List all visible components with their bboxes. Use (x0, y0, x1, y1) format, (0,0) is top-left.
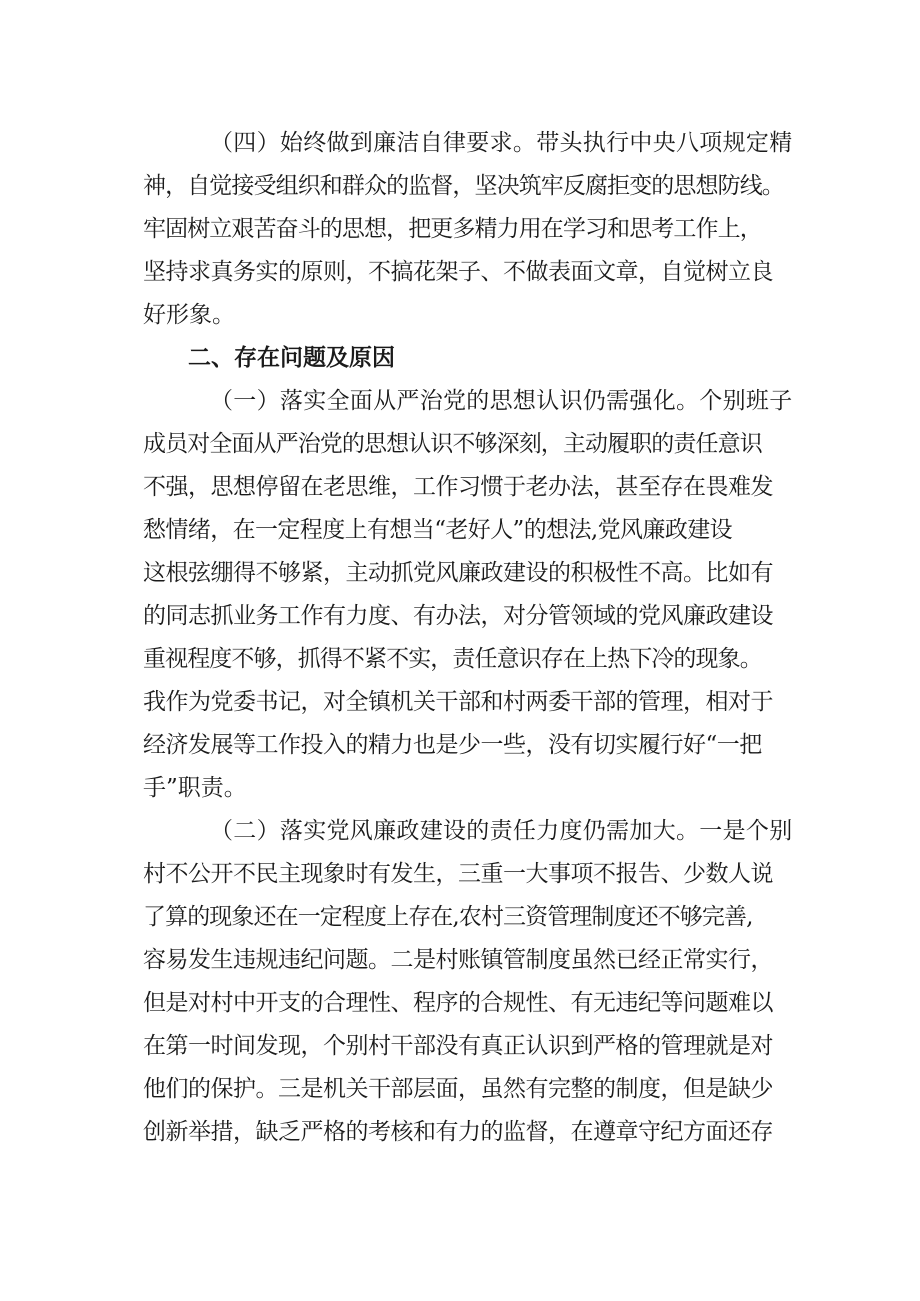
problem-2-line-2: 村不公开不民主现象时有发生，三重一大事项不报告、少数人说 (143, 861, 773, 887)
problem-1-line-4: 愁情绪，在一定程度上有想当“老好人”的想法,党风廉政建设 (143, 517, 733, 543)
problem-1-line-10: 手”职责。 (143, 775, 247, 801)
paragraph-4-line-2: 神，自觉接受组织和群众的监督，坚决筑牢反腐拒变的思想防线。 (143, 173, 784, 199)
problem-1-line-3: 不强，思想停留在老思维，工作习惯于老办法，甚至存在畏难发 (143, 474, 773, 500)
problem-2-line-7: 他们的保护。三是机关干部层面，虽然有完整的制度，但是缺少 (143, 1076, 773, 1102)
problem-2-line-4: 容易发生违规违纪问题。二是村账镇管制度虽然已经正常实行， (143, 947, 773, 973)
problem-2-line-8: 创新举措，缺乏严格的考核和有力的监督，在遵章守纪方面还存 (143, 1119, 773, 1145)
paragraph-4-line-5: 好形象。 (143, 302, 235, 328)
problem-1-line-6: 的同志抓业务工作有力度、有办法，对分管领域的党风廉政建设 (143, 603, 773, 629)
problem-2-line-1: （二）落实党风廉政建设的责任力度仍需加大。一是个别 (210, 818, 793, 844)
problem-1-line-1: （一）落实全面从严治党的思想认识仍需强化。个别班子 (210, 388, 793, 414)
problem-1-line-8: 我作为党委书记，对全镇机关干部和村两委干部的管理，相对于 (143, 689, 773, 715)
problem-1-line-5: 这根弦绷得不够紧，主动抓党风廉政建设的积极性不高。比如有 (143, 560, 773, 586)
problem-1-line-2: 成员对全面从严治党的思想认识不够深刻，主动履职的责任意识 (143, 431, 762, 457)
paragraph-4-line-4: 坚持求真务实的原则，不搞花架子、不做表面文章，自觉树立良 (143, 259, 773, 285)
paragraph-4-line-1: （四）始终做到廉洁自律要求。带头执行中央八项规定精 (210, 130, 793, 156)
problem-1-line-9: 经济发展等工作投入的精力也是少一些，没有切实履行好“一把 (143, 732, 762, 758)
section-heading: 二、存在问题及原因 (188, 345, 395, 371)
problem-2-line-3: 了算的现象还在一定程度上存在,农村三资管理制度还不够完善, (143, 904, 753, 930)
problem-1-line-7: 重视程度不够，抓得不紧不实，责任意识存在上热下冷的现象。 (143, 646, 762, 672)
problem-2-line-5: 但是对村中开支的合理性、程序的合规性、有无违纪等问题难以 (143, 990, 773, 1016)
paragraph-4-line-3: 牢固树立艰苦奋斗的思想，把更多精力用在学习和思考工作上， (143, 216, 762, 242)
problem-2-line-6: 在第一时间发现，个别村干部没有真正认识到严格的管理就是对 (143, 1033, 773, 1059)
